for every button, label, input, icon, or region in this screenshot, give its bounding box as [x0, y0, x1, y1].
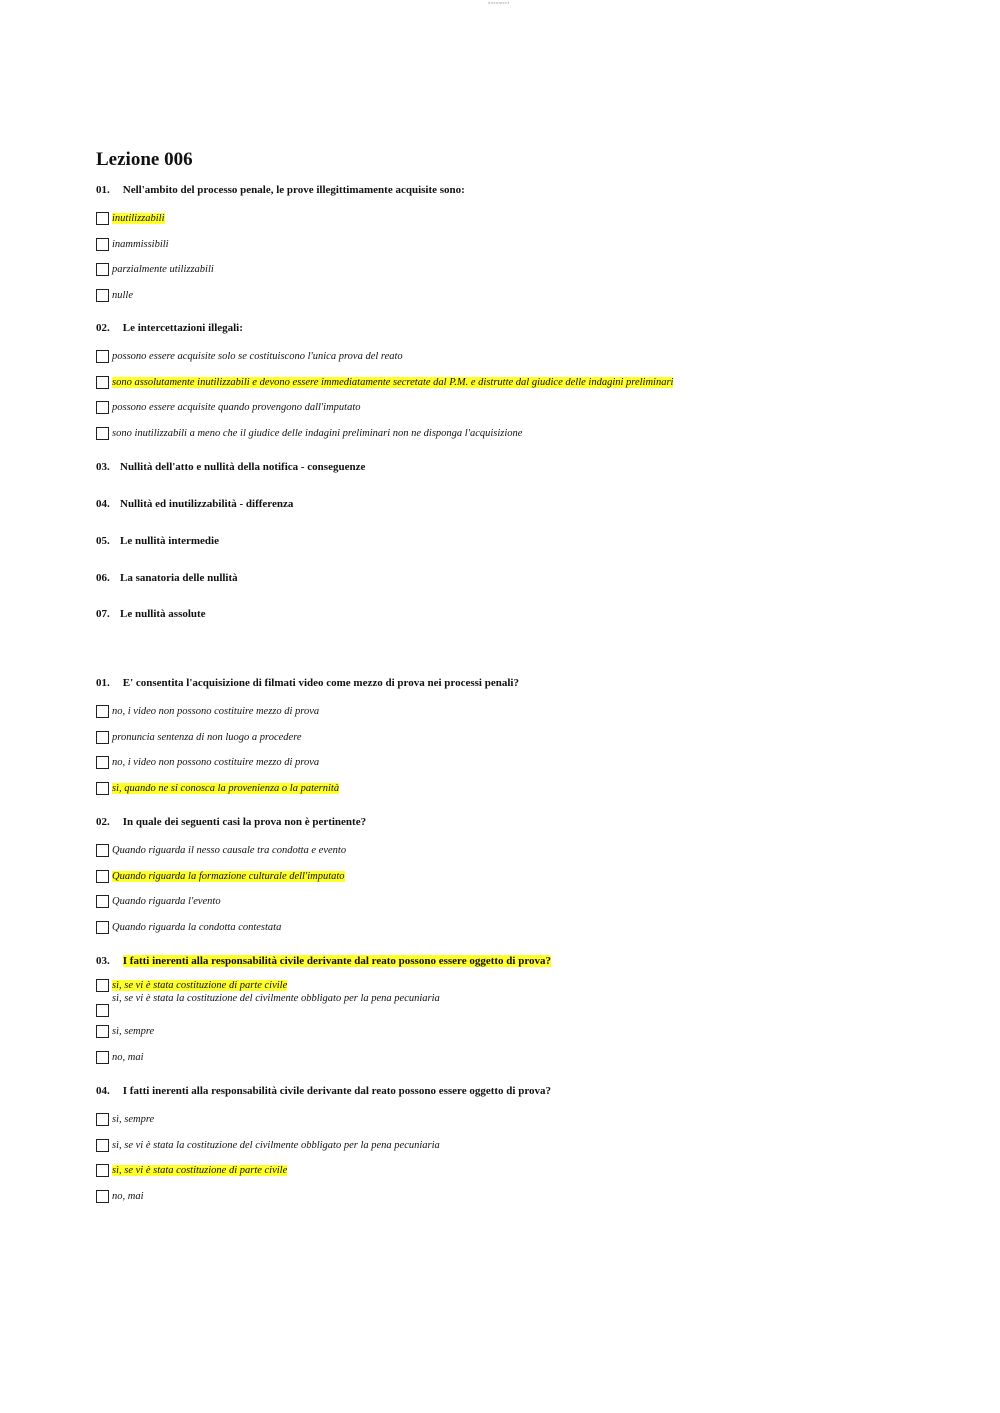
answer-option[interactable]	[96, 421, 916, 447]
answer-option[interactable]	[96, 993, 916, 1019]
question-heading	[96, 1083, 916, 1099]
question-number: 01.	[96, 677, 110, 689]
answer-option[interactable]	[96, 1107, 916, 1133]
question-block	[96, 1083, 916, 1209]
answer-option[interactable]	[96, 1158, 916, 1184]
answer-option[interactable]	[96, 838, 916, 864]
question-text: I fatti inerenti alla responsabilità civile derivante dal reato possono essere oggetto di prova?	[122, 1085, 552, 1097]
question-heading	[96, 675, 916, 691]
page-header-mark: document	[488, 0, 510, 5]
checkbox[interactable]	[96, 921, 109, 934]
answer-text: sono assolutamente inutilizzabili e devono essere immediatamente secretate dal P.M. e distrutte dal giudice delle indagini preliminari	[112, 376, 674, 388]
checkbox[interactable]	[96, 1190, 109, 1203]
checkbox[interactable]	[96, 870, 109, 883]
checkbox[interactable]	[96, 756, 109, 769]
checkbox[interactable]	[96, 1113, 109, 1126]
checkbox[interactable]	[96, 263, 109, 276]
answer-text: no, mai	[112, 1051, 144, 1063]
question-text: In quale dei seguenti casi la prova non è pertinente?	[122, 816, 367, 828]
answer-option[interactable]	[96, 889, 916, 915]
topic-text: Nullità ed inutilizzabilità - differenza	[120, 498, 294, 510]
answer-option[interactable]	[96, 206, 916, 232]
topic-number: 03.	[96, 461, 110, 473]
topic-heading	[96, 570, 238, 586]
checkbox[interactable]	[96, 705, 109, 718]
topic-heading	[96, 459, 365, 475]
checkbox[interactable]	[96, 427, 109, 440]
answer-text: parzialmente utilizzabili	[112, 264, 214, 276]
checkbox[interactable]	[96, 782, 109, 795]
answer-text: nulle	[112, 290, 133, 302]
question-number: 01.	[96, 184, 110, 196]
question-heading	[96, 182, 916, 198]
answer-option[interactable]	[96, 232, 916, 258]
topic-text: La sanatoria delle nullità	[120, 572, 238, 584]
answer-text: no, i video non possono costituire mezzo di prova	[112, 757, 320, 769]
question-text: Nell'ambito del processo penale, le prove illegittimamente acquisite sono:	[122, 184, 465, 196]
answer-text: pronuncia sentenza di non luogo a procedere	[112, 731, 302, 743]
answer-text: sì, se vi è stata la costituzione del civilmente obbligato per la pena pecuniaria	[112, 1139, 440, 1151]
question-heading	[96, 320, 916, 336]
question-number: 02.	[96, 816, 110, 828]
answer-text: sì, se vi è stata la costituzione del civilmente obbligato per la pena pecuniaria	[112, 993, 440, 1004]
question-number: 04.	[96, 1085, 110, 1097]
topic-heading	[96, 533, 219, 549]
answer-option[interactable]	[96, 725, 916, 751]
topic-number: 07.	[96, 608, 110, 620]
question-block	[96, 814, 916, 940]
checkbox[interactable]	[96, 1139, 109, 1152]
answer-text: no, i video non possono costituire mezzo di prova	[112, 706, 320, 718]
answer-option[interactable]	[96, 699, 916, 725]
answer-option[interactable]	[96, 370, 916, 396]
checkbox[interactable]	[96, 238, 109, 251]
question-block	[96, 182, 916, 308]
checkbox[interactable]	[96, 895, 109, 908]
answer-option[interactable]	[96, 864, 916, 890]
topic-text: Nullità dell'atto e nullità della notifica - conseguenze	[120, 461, 366, 473]
answer-text: sì, sempre	[112, 1026, 155, 1038]
question-text: I fatti inerenti alla responsabilità civile derivante dal reato possono essere oggetto di prova?	[122, 955, 552, 967]
answer-option[interactable]	[96, 1045, 916, 1071]
topic-number: 04.	[96, 498, 110, 510]
answer-option[interactable]	[96, 750, 916, 776]
checkbox[interactable]	[96, 289, 109, 302]
question-number: 02.	[96, 322, 110, 334]
question-heading	[96, 814, 916, 830]
page-title: Lezione 006	[96, 149, 193, 170]
answer-text: sì, sempre	[112, 1114, 155, 1126]
answer-option[interactable]	[96, 283, 916, 309]
answer-text: possono essere acquisite solo se costituiscono l'unica prova del reato	[112, 351, 403, 363]
answer-option[interactable]	[96, 344, 916, 370]
question-text: E' consentita l'acquisizione di filmati video come mezzo di prova nei processi penali?	[122, 677, 519, 689]
answer-option[interactable]	[96, 257, 916, 283]
topic-text: Le nullità intermedie	[120, 535, 219, 547]
checkbox[interactable]	[96, 731, 109, 744]
question-block	[96, 675, 916, 801]
question-block	[96, 953, 916, 1070]
topic-text: Le nullità assolute	[120, 608, 206, 620]
checkbox[interactable]	[96, 1164, 109, 1177]
answer-option[interactable]	[96, 395, 916, 421]
answer-option[interactable]	[96, 977, 916, 993]
answer-option[interactable]	[96, 1019, 916, 1045]
checkbox[interactable]	[96, 376, 109, 389]
checkbox[interactable]	[96, 979, 109, 992]
topic-heading	[96, 606, 206, 622]
answer-text: no, mai	[112, 1191, 144, 1203]
answer-option[interactable]	[96, 776, 916, 802]
checkbox[interactable]	[96, 401, 109, 414]
answer-option[interactable]	[96, 1133, 916, 1159]
checkbox[interactable]	[96, 212, 109, 225]
answer-text: inutilizzabili	[112, 213, 165, 225]
question-block	[96, 320, 916, 446]
answer-text: Quando riguarda l'evento	[112, 896, 221, 908]
answer-text: Quando riguarda la formazione culturale dell'imputato	[112, 870, 345, 882]
question-number: 03.	[96, 955, 110, 967]
question-heading	[96, 953, 916, 969]
checkbox[interactable]	[96, 350, 109, 363]
answer-text: possono essere acquisite quando provengono dall'imputato	[112, 402, 361, 414]
checkbox[interactable]	[96, 1025, 109, 1038]
answer-option[interactable]	[96, 915, 916, 941]
answer-text: sono inutilizzabili a meno che il giudice delle indagini preliminari non ne disponga l'acquisizione	[112, 428, 523, 440]
answer-text: Quando riguarda la condotta contestata	[112, 922, 282, 934]
checkbox[interactable]	[96, 1004, 109, 1017]
answer-text: inammissibili	[112, 238, 169, 250]
answer-text: Quando riguarda il nesso causale tra condotta e evento	[112, 845, 347, 857]
answer-text: sì, se vi è stata costituzione di parte civile	[112, 979, 288, 991]
answer-option[interactable]	[96, 1184, 916, 1210]
question-text: Le intercettazioni illegali:	[122, 322, 243, 334]
topic-heading	[96, 496, 293, 512]
answer-text: sì, se vi è stata costituzione di parte civile	[112, 1165, 288, 1177]
checkbox[interactable]	[96, 1051, 109, 1064]
checkbox[interactable]	[96, 844, 109, 857]
topic-number: 05.	[96, 535, 110, 547]
answer-text: sì, quando ne si conosca la provenienza o la paternità	[112, 783, 340, 795]
topic-number: 06.	[96, 572, 110, 584]
